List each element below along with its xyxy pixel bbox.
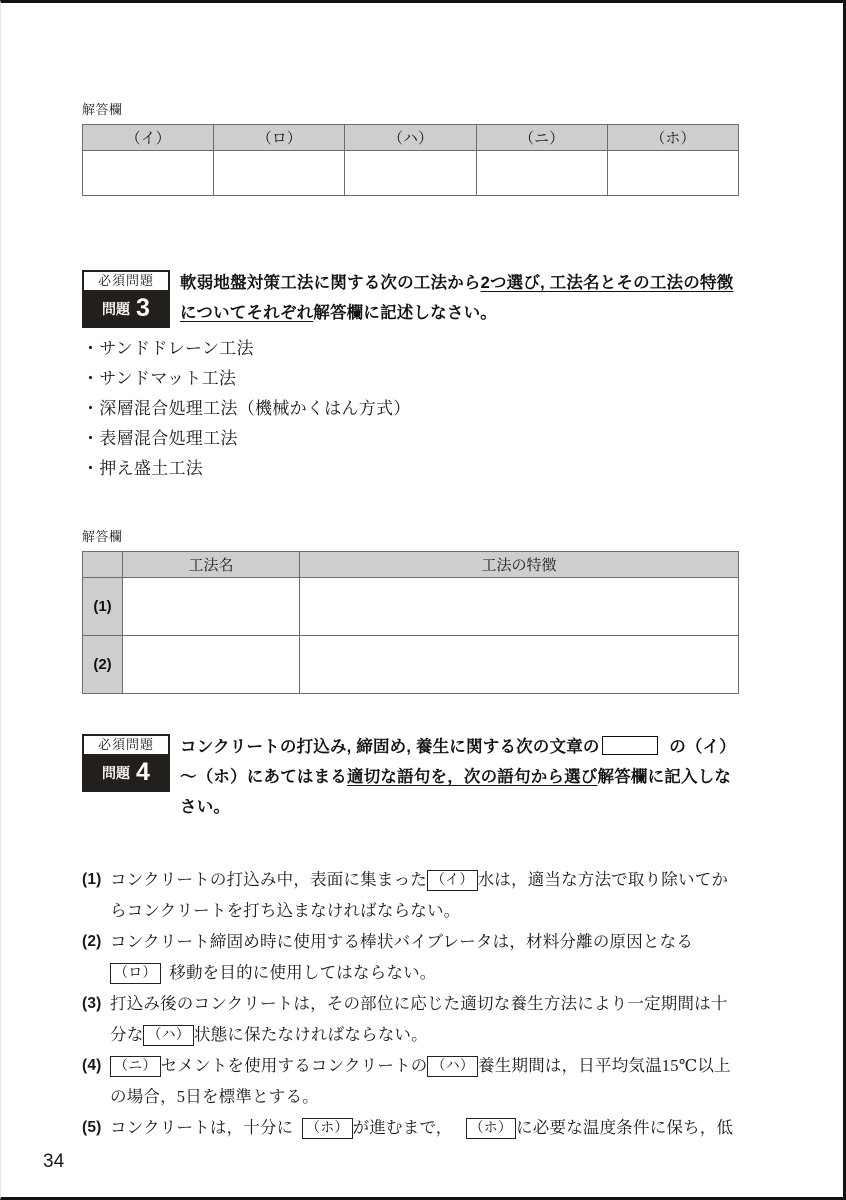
answer-cell[interactable]: [214, 151, 345, 196]
problem-4-prompt: [170, 732, 742, 822]
statement-number: (2): [82, 933, 102, 950]
answer-cell-method-name[interactable]: [123, 578, 300, 636]
section-spacer: [82, 196, 742, 268]
problem-3-choice-list: [82, 334, 742, 484]
table-header-cell: （ホ）: [607, 125, 738, 151]
problem-4-header: [82, 732, 742, 822]
blank-box-ni[interactable]: （ニ）: [110, 1056, 161, 1077]
badge-problem-number: 3: [136, 293, 150, 322]
text-segment: の場合，5日を標準とする。: [110, 1087, 319, 1106]
table-header-cell: 工法の特徴: [300, 552, 739, 578]
statement-body: [110, 1112, 742, 1143]
problem-3-prompt: [170, 268, 742, 328]
problem-4-badge: [82, 734, 170, 792]
prompt-segment: 解答欄に記述しなさい。: [313, 304, 497, 322]
table-header-cell: （ロ）: [214, 125, 345, 151]
badge-problem-label: 問題: [102, 765, 131, 781]
statement-body: [110, 864, 742, 926]
table-row: [83, 636, 739, 694]
text-segment: が進むまで，: [352, 1118, 453, 1137]
table-header-cell: （ニ）: [476, 125, 607, 151]
text-segment: コンクリートの打込み中，表面に集まった: [110, 870, 427, 889]
badge-problem-number: 4: [136, 757, 150, 786]
text-segment: らコンクリートを打ち込まなければならない。: [110, 901, 461, 920]
row-label: (2): [83, 636, 123, 694]
text-segment: コンクリートは，十分に: [110, 1118, 294, 1137]
statement-number: (5): [82, 1119, 102, 1136]
text-segment: セメントを使用するコンクリートの: [160, 1056, 428, 1075]
blank-box-ho[interactable]: （ホ）: [302, 1118, 353, 1139]
problem-3-header: [82, 268, 742, 328]
answer-cell[interactable]: [345, 151, 476, 196]
section-spacer: [82, 822, 742, 864]
prompt-segment: 解答欄に記入し: [597, 768, 715, 786]
statement-number: (3): [82, 995, 102, 1012]
table-header-cell: （ハ）: [345, 125, 476, 151]
answer-cell-method-feature[interactable]: [300, 578, 739, 636]
section-spacer: [82, 484, 742, 526]
badge-number-block: [84, 292, 168, 326]
answer-area-label-1: 解答欄: [82, 102, 123, 117]
prompt-underlined-segment: 適切な語句を，次の語句から選び: [347, 768, 598, 786]
page-content: [82, 3, 742, 1143]
table-header-corner: [83, 552, 123, 578]
blank-box-ha[interactable]: （ハ）: [427, 1056, 478, 1077]
table-row: [83, 578, 739, 636]
badge-required-label: 必須問題: [84, 272, 168, 292]
statement-1: [82, 864, 742, 926]
prompt-segment: コンクリートの打込み, 締固め, 養生に関する次の文章の: [180, 738, 600, 756]
statement-2: [82, 926, 742, 988]
text-segment: 打込み後のコンクリートは，その部位に応じた適切な養生方法により一定期間は十: [110, 994, 728, 1013]
prompt-segment: ～（ホ）にあてはまる: [180, 768, 347, 786]
text-segment: 状態に保たなければならない。: [194, 1025, 428, 1044]
list-item: ・深層混合処理工法（機械かくはん方式）: [82, 399, 411, 418]
problem-4-statements: [82, 864, 742, 1143]
list-item: ・表層混合処理工法: [82, 429, 238, 448]
statement-number: (4): [82, 1057, 102, 1074]
statement-body: [110, 1050, 742, 1112]
answer-cell[interactable]: [607, 151, 738, 196]
list-item: ・サンドマット工法: [82, 369, 237, 388]
text-segment: 養生期間は，日平均気温15℃以上: [478, 1056, 731, 1075]
table-header-cell: 工法名: [123, 552, 300, 578]
statement-4: [82, 1050, 742, 1112]
statement-3: [82, 988, 742, 1050]
top-spacer: [82, 3, 742, 99]
text-segment: 分な: [110, 1025, 144, 1044]
blank-box-empty[interactable]: [602, 736, 658, 755]
statement-body: [110, 988, 742, 1050]
table-header-row: [83, 552, 739, 578]
prompt-segment: なさい。: [180, 768, 732, 816]
row-label: (1): [83, 578, 123, 636]
blank-box-ro[interactable]: （ロ）: [110, 963, 161, 984]
list-item: ・サンドドレーン工法: [82, 339, 254, 358]
answer-area-label-2: 解答欄: [82, 529, 123, 544]
statement-body: [110, 926, 742, 988]
answer-cell-method-feature[interactable]: [300, 636, 739, 694]
answer-cell[interactable]: [83, 151, 214, 196]
blank-box-ho[interactable]: （ホ）: [466, 1118, 517, 1139]
table-header-row: [83, 125, 739, 151]
answer-cell-method-name[interactable]: [123, 636, 300, 694]
list-item: ・押え盛土工法: [82, 459, 204, 478]
blank-box-ha[interactable]: （ハ）: [143, 1025, 194, 1046]
answer-table-1: [82, 124, 739, 196]
statement-5: [82, 1112, 742, 1143]
answer-cell[interactable]: [476, 151, 607, 196]
page-number: 34: [43, 1151, 65, 1172]
statement-number: (1): [82, 871, 102, 888]
badge-required-label: 必須問題: [84, 736, 168, 756]
table-row: [83, 151, 739, 196]
problem-3-badge: [82, 270, 170, 328]
prompt-segment: 軟弱地盤対策工法に関する次の工法から: [180, 274, 481, 292]
prompt-segment: の（イ）: [669, 738, 736, 756]
table-header-cell: （イ）: [83, 125, 214, 151]
text-segment: 移動を目的に使用してはならない。: [169, 963, 437, 982]
badge-problem-label: 問題: [102, 301, 131, 317]
text-segment: コンクリート締固め時に使用する棒状バイブレータは，材料分離の原因となる: [110, 932, 694, 951]
answer-table-2: [82, 551, 739, 694]
badge-number-block: [84, 756, 168, 790]
blank-box-i[interactable]: （イ）: [427, 870, 478, 891]
text-segment: 水は，適当な方法で取り除いてか: [477, 870, 729, 889]
section-spacer: [82, 694, 742, 732]
text-segment: に必要な温度条件に保ち，低: [516, 1118, 734, 1137]
prompt-underlined-segment: 特徴についてそれぞれ: [180, 274, 734, 322]
prompt-underlined-segment: 2つ選び, 工法名とその工法の: [480, 274, 700, 292]
